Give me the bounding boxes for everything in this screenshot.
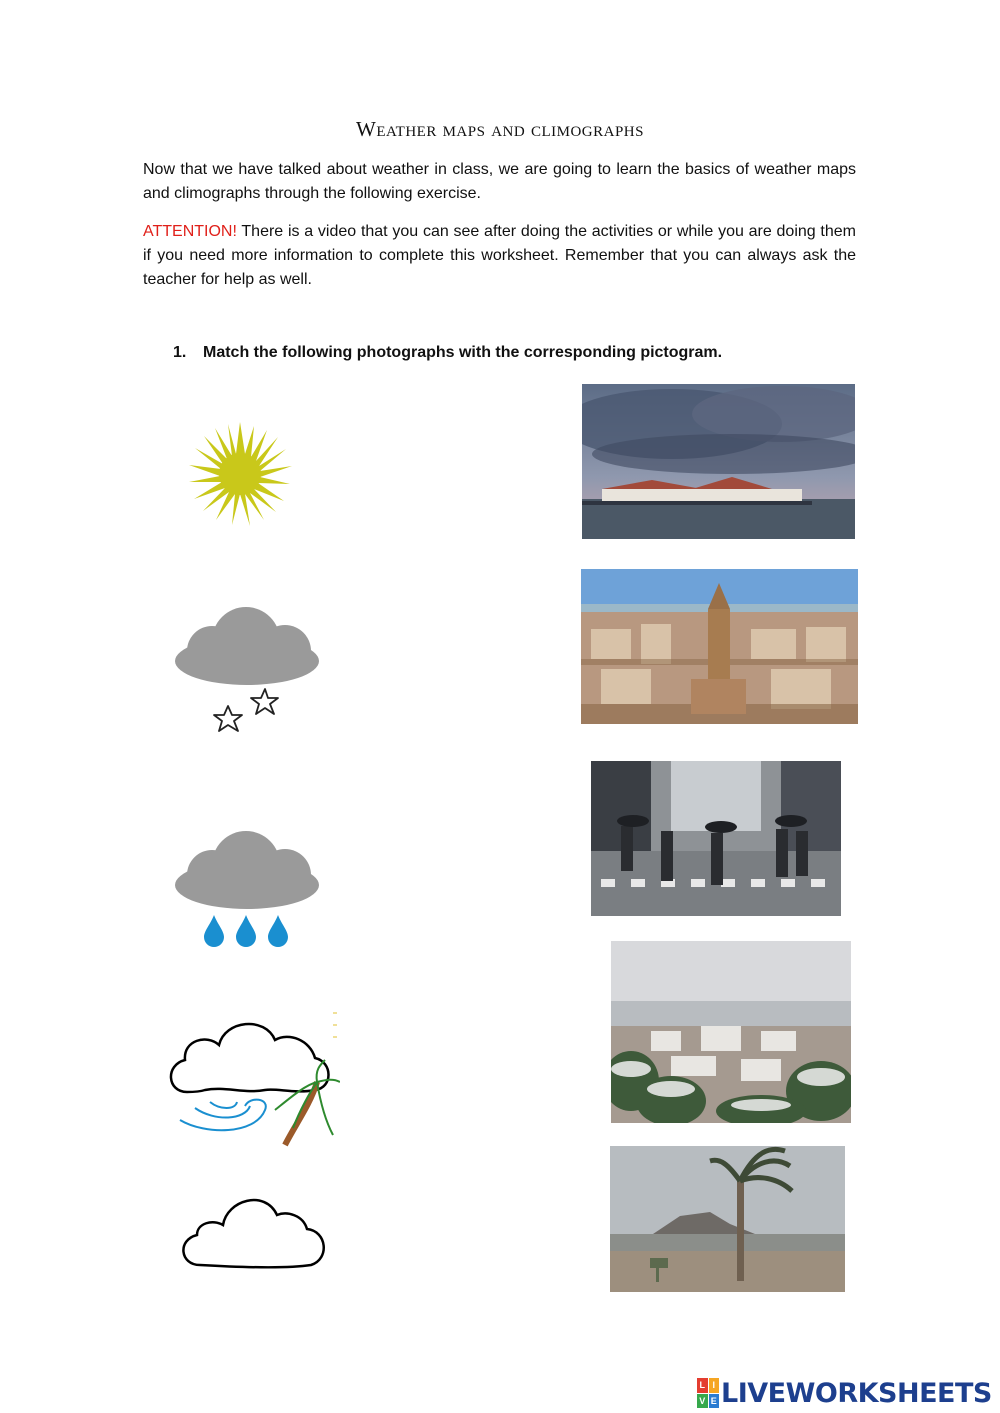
logo-letter: E [709,1394,720,1409]
logo-letter: V [697,1394,708,1409]
attention-text: There is a video that you can see after doing the activities or while you are doing them if you need more information to complete this worksheet. Remember that you can always ask the teacher for help as well. [143,223,856,288]
attention-label: ATTENTION! [143,223,237,240]
stormy-pier-photo[interactable] [582,384,855,539]
attention-paragraph [143,220,856,292]
logo-text: LIVEWORKSHEETS [721,1377,992,1409]
logo-letter: I [709,1378,720,1393]
sun-icon[interactable] [186,420,294,528]
intro-paragraph: Now that we have talked about weather in class, we are going to learn the basics of weather maps and climographs through the following exercise. [143,161,856,202]
exercise-instruction-text: Match the following photographs with the corresponding pictogram. [203,344,723,361]
liveworksheets-logo[interactable] [697,1376,992,1410]
snow-cloud-icon[interactable] [170,603,325,743]
wind-cloud-icon[interactable] [165,1010,340,1150]
logo-letter: L [697,1378,708,1393]
logo-mark-icon [697,1378,719,1408]
snowy-town-photo[interactable] [611,941,851,1123]
cloud-icon[interactable] [175,1185,330,1275]
exercise-number: 1. [173,344,187,361]
exercise-instruction [173,344,722,362]
windy-beach-photo[interactable] [610,1146,845,1292]
page-title: Weather maps and climographs [356,117,644,141]
sunny-city-photo[interactable] [581,569,858,724]
rain-cloud-icon[interactable] [170,827,325,952]
rainy-street-photo[interactable] [591,761,841,916]
